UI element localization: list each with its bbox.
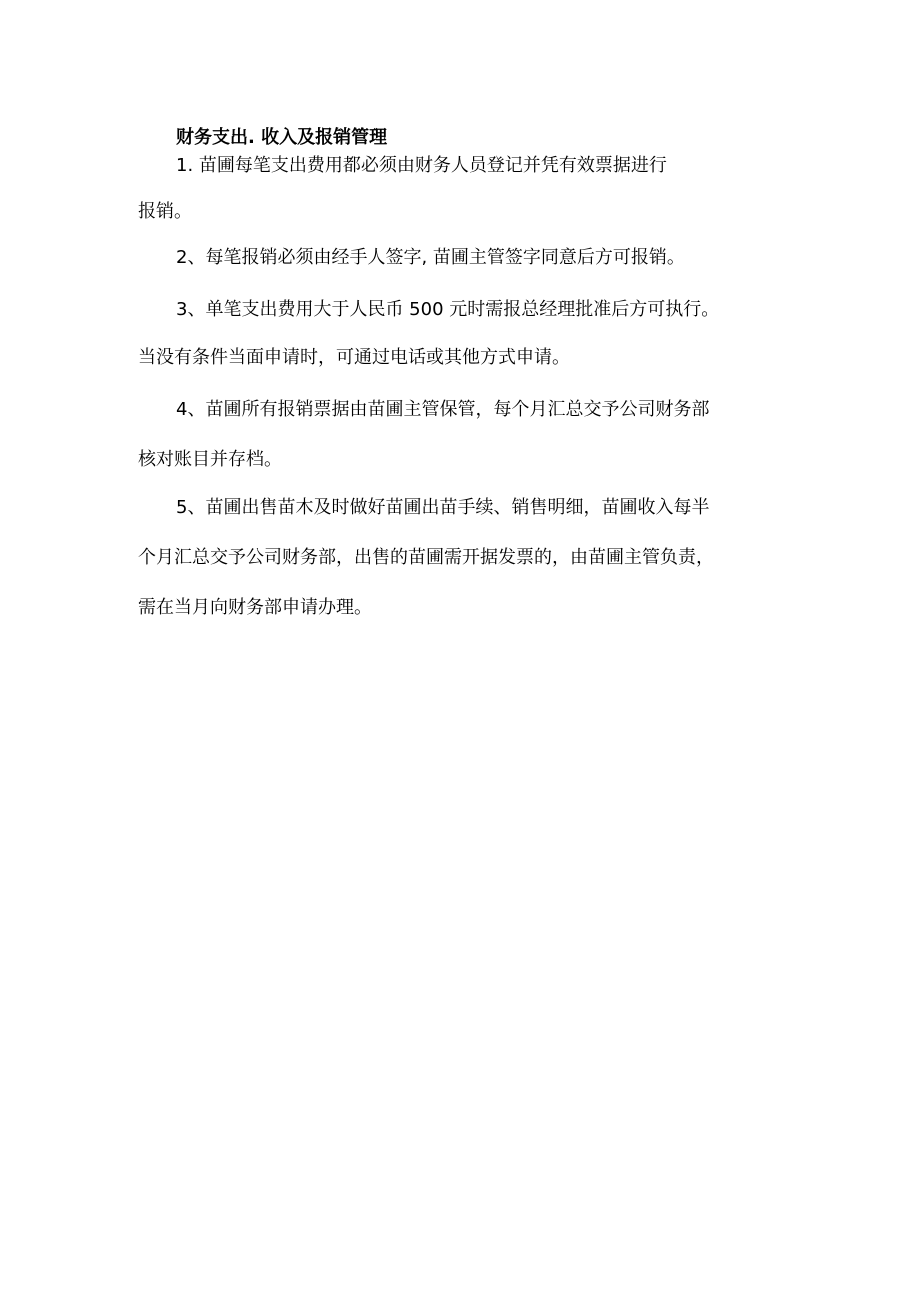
item-4-line-1: 4、苗圃所有报销票据由苗圃主管保管，每个月汇总交予公司财务部 bbox=[176, 399, 710, 420]
item-4-line-2: 核对账目并存档。 bbox=[138, 449, 282, 470]
item-5-line-2: 个月汇总交予公司财务部，出售的苗圃需开据发票的，由苗圃主管负责， bbox=[138, 547, 714, 568]
item-2-line-1: 2、每笔报销必须由经手人签字, 苗圃主管签字同意后方可报销。 bbox=[176, 247, 685, 268]
item-1-line-1: 1. 苗圃每笔支出费用都必须由财务人员登记并凭有效票据进行 bbox=[176, 155, 667, 176]
item-3-line-2: 当没有条件当面申请时，可通过电话或其他方式申请。 bbox=[138, 347, 570, 368]
item-5-line-1: 5、苗圃出售苗木及时做好苗圃出苗手续、销售明细，苗圃收入每半 bbox=[176, 497, 710, 518]
item-1-line-2: 报销。 bbox=[138, 201, 192, 222]
item-5-line-3: 需在当月向财务部申请办理。 bbox=[138, 597, 372, 618]
item-3-line-1: 3、单笔支出费用大于人民币 500 元时需报总经理批准后方可执行。 bbox=[176, 299, 720, 320]
document-title: 财务支出. 收入及报销管理 bbox=[176, 127, 388, 148]
